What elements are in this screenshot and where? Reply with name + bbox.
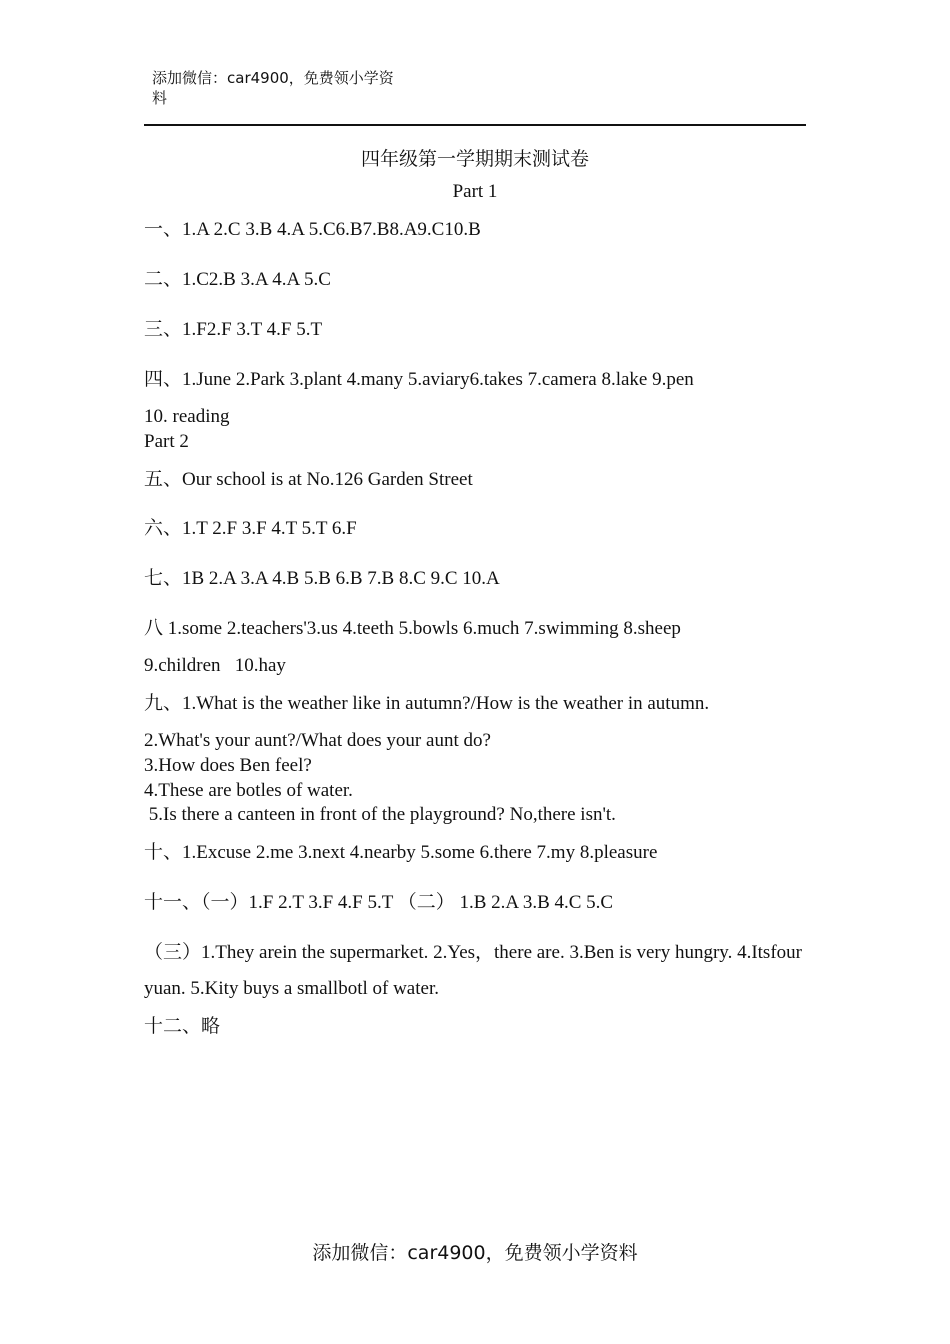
answer-section-4-continued: 10. reading	[144, 406, 230, 427]
answer-section-8-continued: 9.children 10.hay	[144, 655, 286, 676]
part2-heading: Part 2	[144, 431, 189, 452]
answer-section-8: 八 1.some 2.teachers'3.us 4.teeth 5.bowls 6.much 7.swimming 8.sheep	[144, 618, 681, 639]
answer-section-7: 七、1B 2.A 3.A 4.B 5.B 6.B 7.B 8.C 9.C 10.A	[144, 568, 500, 589]
answer-section-1: 一、1.A 2.C 3.B 4.A 5.C6.B7.B8.A9.C10.B	[144, 219, 481, 240]
part1-heading: Part 1	[452, 181, 498, 202]
header-divider	[144, 124, 806, 126]
answer-section-12: 十二、略	[144, 1016, 221, 1037]
answer-section-3: 三、1.F2.F 3.T 4.F 5.T	[144, 319, 323, 340]
answer-section-2: 二、1.C2.B 3.A 4.A 5.C	[144, 269, 331, 290]
answer-section-9: 九、1.What is the weather like in autumn?/How is the weather in autumn.	[144, 693, 710, 714]
answer-section-6: 六、1.T 2.F 3.F 4.T 5.T 6.F	[144, 518, 357, 539]
page-title: 四年级第一学期期末测试卷	[360, 148, 589, 170]
footer-wechat-note: 添加微信：car4900，免费领小学资料	[312, 1242, 638, 1264]
header-wechat-note: 添加微信：car4900，免费领小学资料	[152, 69, 394, 107]
answer-section-9-item-3: 3.How does Ben feel?	[144, 755, 312, 776]
answer-section-11-part-3: （三）1.They arein the supermarket. 2.Yes，there are. 3.Ben is very hungry. 4.Itsfour	[144, 942, 802, 963]
answer-section-9-item-5: 5.Is there a canteen in front of the playground? No,there isn't.	[144, 804, 616, 825]
answer-section-4: 四、1.June 2.Park 3.plant 4.many 5.aviary6.takes 7.camera 8.lake 9.pen	[144, 369, 694, 390]
answer-section-5: 五、Our school is at No.126 Garden Street	[144, 469, 473, 490]
answer-section-9-item-4: 4.These are botles of water.	[144, 780, 353, 801]
answer-section-10: 十、1.Excuse 2.me 3.next 4.nearby 5.some 6.there 7.my 8.pleasure	[144, 842, 658, 863]
answer-section-11: 十一、（一）1.F 2.T 3.F 4.F 5.T （二） 1.B 2.A 3.B 4.C 5.C	[144, 892, 614, 913]
answer-section-9-item-2: 2.What's your aunt?/What does your aunt do?	[144, 730, 491, 751]
answer-section-11-part-3-continued: yuan. 5.Kity buys a smallbotl of water.	[144, 978, 439, 999]
